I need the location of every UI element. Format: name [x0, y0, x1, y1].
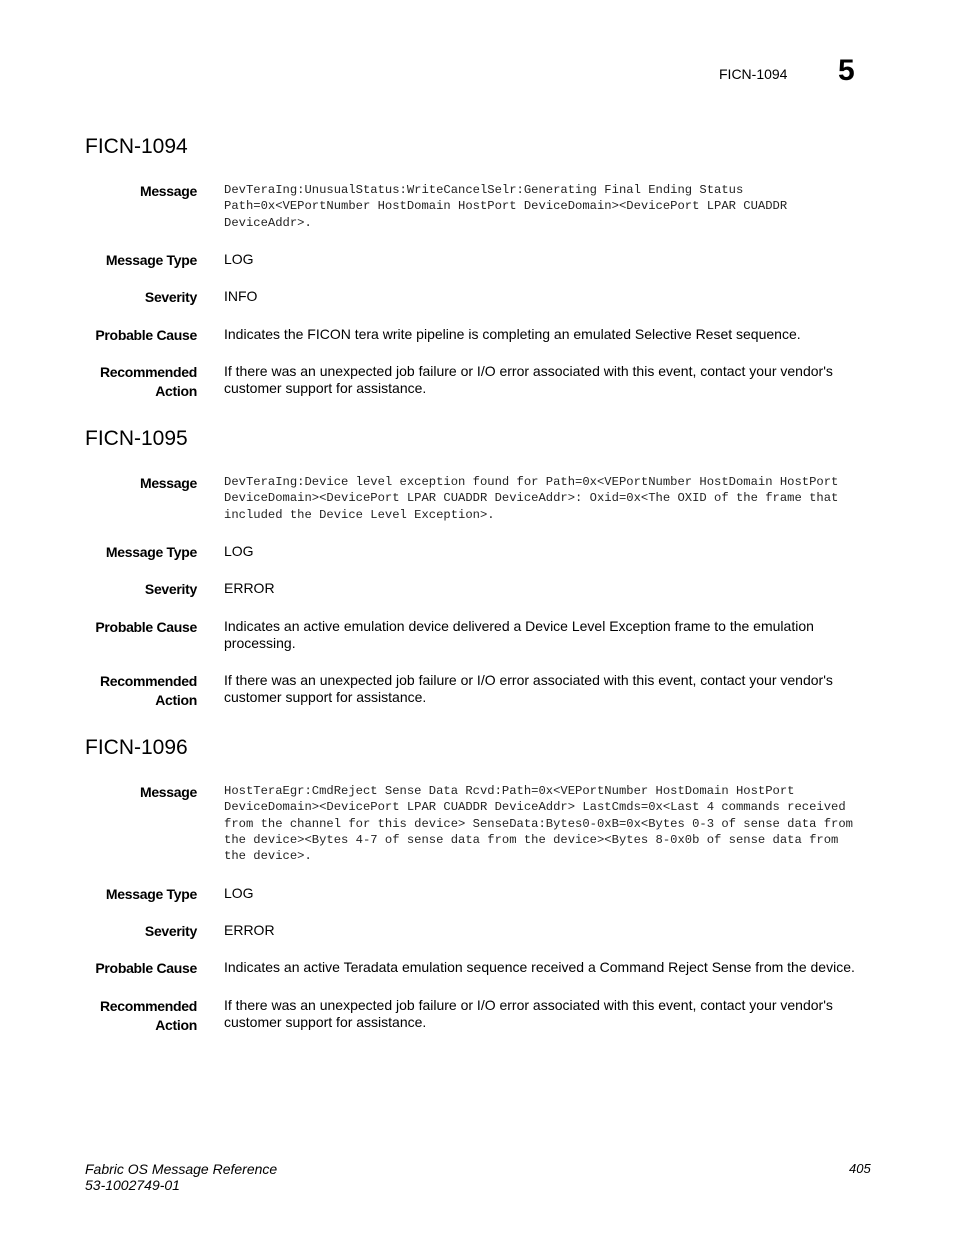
recommended-action-text: If there was an unexpected job failure or I/O error associated with this event, contact your vendor's customer support for assistance.: [224, 997, 833, 1030]
probable-cause-text: Indicates an active Teradata emulation sequence received a Command Reject Sense from the device.: [224, 959, 855, 975]
message-text: DevTeraIng:UnusualStatus:WriteCancelSelr:Generating Final Ending Status Path=0x<VEPortNumber HostDomain HostPort DeviceDomain><DevicePort LPAR CUADDR DeviceAddr>.: [224, 183, 788, 230]
section-title-ficn-1094: FICN-1094: [85, 135, 188, 158]
severity-value: INFO: [224, 288, 258, 304]
message-text: DevTeraIng:Device level exception found for Path=0x<VEPortNumber HostDomain HostPort DeviceDomain><DevicePort LPAR CUADDR DeviceAddr>: Oxid=0x<The OXID of the frame that included the Device Level Exception>.: [224, 475, 839, 522]
chapter-number: 5: [838, 54, 855, 87]
recommended-action-text: If there was an unexpected job failure or I/O error associated with this event, contact your vendor's customer support for assistance.: [224, 672, 833, 705]
message-label: Message: [139, 183, 197, 199]
message-type-label: Message Type: [105, 886, 197, 902]
probable-cause-label: Probable Cause: [95, 327, 197, 343]
severity-label: Severity: [144, 923, 197, 939]
recommended-label-line1: Recommended: [99, 673, 197, 689]
message-text: HostTeraEgr:CmdReject Sense Data Rcvd:Path=0x<VEPortNumber HostDomain HostPort DeviceDomain><DevicePort LPAR CUADDR DeviceAddr> LastCmds=0x<Last 4 commands received from the channel for this device> SenseData:Bytes0-0xB=0x<Bytes 0-3 of sense data from the device><Bytes 4-7 of sense data from the device><Bytes 8-0x0b of sense data from the device>.: [224, 784, 853, 864]
message-type-value: LOG: [224, 543, 254, 559]
message-type-value: LOG: [224, 251, 254, 267]
severity-label: Severity: [144, 289, 197, 305]
running-header-message-id: FICN-1094: [719, 66, 788, 82]
recommended-action-label: [80, 672, 197, 710]
message-type-label: Message Type: [105, 544, 197, 560]
footer-doc-number: 53-1002749-01: [85, 1177, 180, 1193]
recommended-action-text: If there was an unexpected job failure or I/O error associated with this event, contact your vendor's customer support for assistance.: [224, 363, 833, 396]
probable-cause-label: Probable Cause: [95, 960, 197, 976]
probable-cause-label: Probable Cause: [95, 619, 197, 635]
page-number: 405: [849, 1161, 871, 1176]
recommended-label-line1: Recommended: [99, 998, 197, 1014]
recommended-label-line2: Action: [155, 692, 197, 708]
recommended-label-line1: Recommended: [99, 364, 197, 380]
footer-doc-info: [85, 1161, 277, 1193]
recommended-label-line2: Action: [155, 1017, 197, 1033]
recommended-action-label: [80, 997, 197, 1035]
severity-value: ERROR: [224, 922, 275, 938]
message-type-label: Message Type: [105, 252, 197, 268]
message-label: Message: [139, 784, 197, 800]
message-label: Message: [139, 475, 197, 491]
probable-cause-text: Indicates an active emulation device delivered a Device Level Exception frame to the emulation processing.: [224, 618, 814, 651]
probable-cause-text: Indicates the FICON tera write pipeline is completing an emulated Selective Reset sequence.: [224, 326, 801, 342]
severity-label: Severity: [144, 581, 197, 597]
footer-doc-title: Fabric OS Message Reference: [85, 1161, 278, 1177]
message-type-value: LOG: [224, 885, 254, 901]
section-title-ficn-1096: FICN-1096: [85, 736, 188, 759]
recommended-label-line2: Action: [155, 383, 197, 399]
section-title-ficn-1095: FICN-1095: [85, 427, 188, 450]
recommended-action-label: [80, 363, 197, 401]
severity-value: ERROR: [224, 580, 275, 596]
